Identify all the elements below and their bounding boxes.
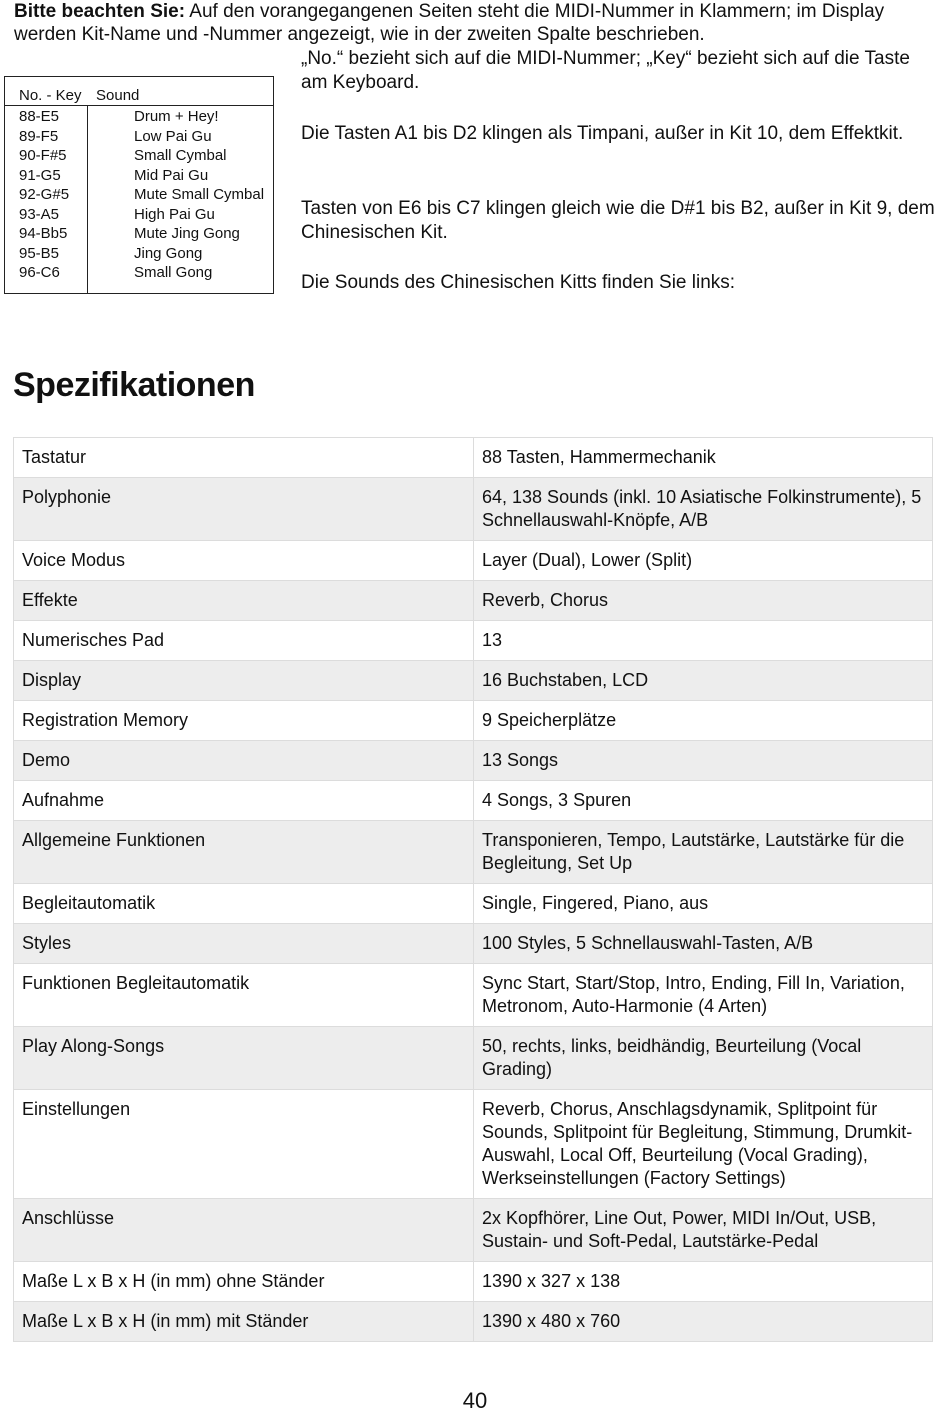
spec-label: Demo xyxy=(14,741,474,781)
spec-value: 13 xyxy=(474,621,933,661)
kit-row xyxy=(5,244,273,264)
table-row xyxy=(14,1262,933,1302)
spec-label: Registration Memory xyxy=(14,701,474,741)
kit-row-sound: High Pai Gu xyxy=(134,205,215,223)
kit-row xyxy=(5,263,273,283)
table-row xyxy=(14,1302,933,1342)
kit-row-sound: Mute Jing Gong xyxy=(134,225,240,242)
spec-value: 13 Songs xyxy=(474,741,933,781)
spec-label: Maße L x B x H (in mm) mit Ständer xyxy=(14,1302,474,1342)
spec-table xyxy=(13,437,933,1342)
table-row xyxy=(14,438,933,478)
spec-value: 64, 138 Sounds (inkl. 10 Asiatische Folkinstrumente), 5 Schnellauswahl-Knöpfe, A/B xyxy=(474,478,933,541)
spec-label: Aufnahme xyxy=(14,781,474,821)
spec-label: Tastatur xyxy=(14,438,474,478)
note-no-key: „No.“ bezieht sich auf die MIDI-Nummer; „Key“ bezieht sich auf die Taste am Keyboard. xyxy=(301,48,910,93)
spec-value: Layer (Dual), Lower (Split) xyxy=(474,541,933,581)
kit-row-sound: Low Pai Gu xyxy=(134,127,212,145)
page-number: 40 xyxy=(462,1388,488,1413)
table-row xyxy=(14,1199,933,1262)
table-row xyxy=(14,661,933,701)
spec-value: Single, Fingered, Piano, aus xyxy=(474,884,933,924)
table-row xyxy=(14,1027,933,1090)
table-row xyxy=(14,478,933,541)
kit-row xyxy=(5,224,273,244)
section-heading: Spezifikationen xyxy=(13,366,255,404)
spec-label: Maße L x B x H (in mm) ohne Ständer xyxy=(14,1262,474,1302)
kit-row xyxy=(5,166,273,186)
spec-label: Styles xyxy=(14,924,474,964)
note-timpani: Die Tasten A1 bis D2 klingen als Timpani, außer in Kit 10, dem Effektkit. xyxy=(301,123,904,144)
kit-row xyxy=(5,205,273,225)
kit-row-no: 89-F5 xyxy=(19,127,59,145)
spec-label: Play Along-Songs xyxy=(14,1027,474,1090)
spec-value: 1390 x 327 x 138 xyxy=(474,1262,933,1302)
kit-row-no: 94-Bb5 xyxy=(19,225,68,242)
spec-label: Begleitautomatik xyxy=(14,884,474,924)
spec-label: Einstellungen xyxy=(14,1090,474,1199)
table-row xyxy=(14,964,933,1027)
kit-row-sound: Drum + Hey! xyxy=(134,108,219,125)
spec-value: Transponieren, Tempo, Lautstärke, Lautstärke für die Begleitung, Set Up xyxy=(474,821,933,884)
kit-rows xyxy=(5,107,273,283)
kit-row-sound: Mute Small Cymbal xyxy=(134,186,265,203)
kit-row xyxy=(5,185,273,205)
kit-row-no: 92-G#5 xyxy=(19,186,70,203)
kit-row-no: 96-C6 xyxy=(19,264,60,281)
spec-value: 4 Songs, 3 Spuren xyxy=(474,781,933,821)
table-row xyxy=(14,821,933,884)
table-row xyxy=(14,884,933,924)
note-chinese-kit: Die Sounds des Chinesischen Kitts finden Sie links: xyxy=(301,272,736,293)
spec-value: 9 Speicherplätze xyxy=(474,701,933,741)
spec-value: 100 Styles, 5 Schnellauswahl-Tasten, A/B xyxy=(474,924,933,964)
spec-value: 1390 x 480 x 760 xyxy=(474,1302,933,1342)
kit-row-sound: Small Cymbal xyxy=(134,147,227,164)
spec-value: Reverb, Chorus xyxy=(474,581,933,621)
kit-row-sound: Jing Gong xyxy=(134,244,203,262)
spec-value: 50, rechts, links, beidhändig, Beurteilung (Vocal Grading) xyxy=(474,1027,933,1090)
kit-row-no: 91-G5 xyxy=(19,166,61,184)
spec-label: Allgemeine Funktionen xyxy=(14,821,474,884)
spec-label: Funktionen Begleitautomatik xyxy=(14,964,474,1027)
kit-row xyxy=(5,146,273,166)
table-row xyxy=(14,741,933,781)
kit-row-sound: Mid Pai Gu xyxy=(134,166,209,184)
kit-row xyxy=(5,127,273,147)
kit-row-no: 95-B5 xyxy=(19,244,60,262)
table-row xyxy=(14,621,933,661)
table-row xyxy=(14,541,933,581)
spec-label: Voice Modus xyxy=(14,541,474,581)
kit-row-no: 90-F#5 xyxy=(19,147,67,164)
spec-value: 2x Kopfhörer, Line Out, Power, MIDI In/Out, USB, Sustain- und Soft-Pedal, Lautstärke-Pedal xyxy=(474,1199,933,1262)
kit-row xyxy=(5,107,273,127)
kit-header-sound: Sound xyxy=(96,87,140,104)
intro-paragraph xyxy=(14,0,934,46)
table-row xyxy=(14,1090,933,1199)
spec-value: 16 Buchstaben, LCD xyxy=(474,661,933,701)
spec-label: Numerisches Pad xyxy=(14,621,474,661)
kit-row-sound: Small Gong xyxy=(134,264,213,281)
table-row xyxy=(14,701,933,741)
kit-row-no: 88-E5 xyxy=(19,108,60,125)
spec-label: Effekte xyxy=(14,581,474,621)
note-e6-c7: Tasten von E6 bis C7 klingen gleich wie die D#1 bis B2, außer in Kit 9, dem Chinesischen Kit. xyxy=(301,198,935,243)
chinese-kit-table xyxy=(4,76,274,294)
spec-label: Display xyxy=(14,661,474,701)
table-row xyxy=(14,581,933,621)
spec-value: Sync Start, Start/Stop, Intro, Ending, Fill In, Variation, Metronom, Auto-Harmonie (4 Arten) xyxy=(474,964,933,1027)
spec-value: 88 Tasten, Hammermechanik xyxy=(474,438,933,478)
intro-text: Auf den vorangegangenen Seiten steht die MIDI-Nummer in Klammern; im Display werden Kit-Name und -Nummer angezeigt, wie in der zweiten Spalte beschrieben. xyxy=(14,1,885,45)
kit-header-no: No. - Key xyxy=(19,87,82,104)
table-row xyxy=(14,924,933,964)
kit-row-no: 93-A5 xyxy=(19,205,60,223)
table-row xyxy=(14,781,933,821)
intro-bold-label: Bitte beachten Sie: xyxy=(14,1,186,22)
spec-label: Polyphonie xyxy=(14,478,474,541)
kit-header-divider xyxy=(5,105,273,106)
spec-label: Anschlüsse xyxy=(14,1199,474,1262)
spec-value: Reverb, Chorus, Anschlagsdynamik, Splitpoint für Sounds, Splitpoint für Begleitung, Stimmung, Drumkit-Auswahl, Local Off, Beurteilung (Vocal Grading), Werkseinstellungen (Factory Settings) xyxy=(474,1090,933,1199)
